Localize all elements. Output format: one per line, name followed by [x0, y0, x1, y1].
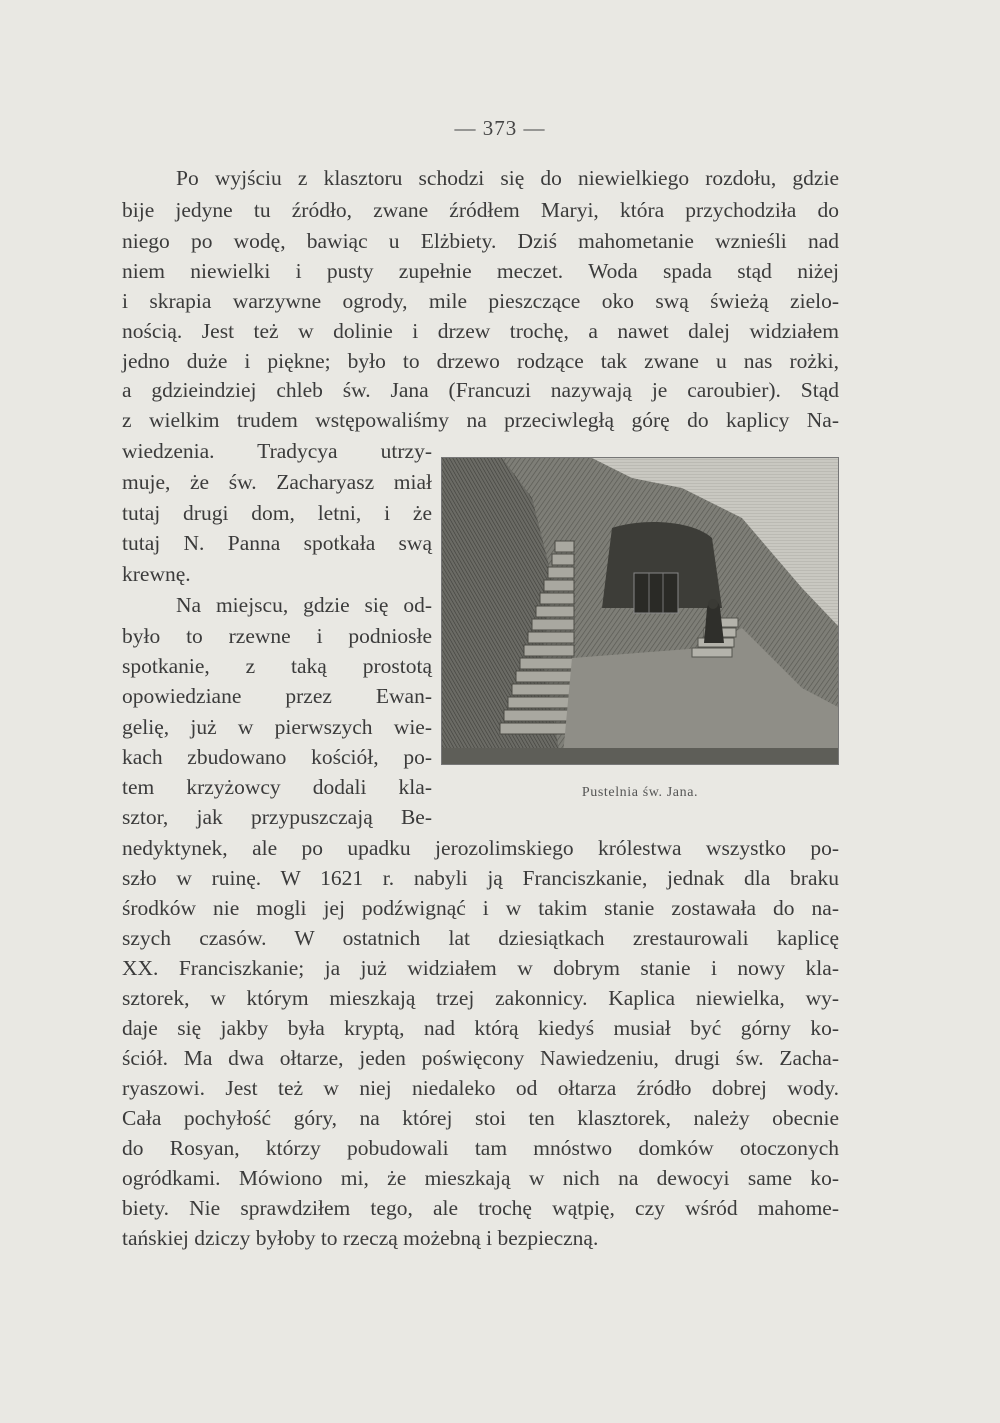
- text-line: kach zbudowano kościół, po-: [122, 745, 432, 769]
- text-line: było to rzewne i podniosłe: [122, 624, 432, 648]
- text-line: Cała pochyłość góry, na której stoi ten klasztorek, należy obecnie: [122, 1106, 839, 1130]
- text-line: Po wyjściu z klasztoru schodzi się do niewielkiego rozdołu, gdzie: [176, 166, 839, 190]
- text-line: ściół. Ma dwa ołtarze, jeden poświęcony Nawiedzeniu, drugi św. Zacha-: [122, 1046, 839, 1070]
- text-line: ryaszowi. Jest też w niej niedaleko od ołtarza źródło dobrej wody.: [122, 1076, 839, 1100]
- text-line: daje się jakby była kryptą, nad którą kiedyś musiał być górny ko-: [122, 1016, 839, 1040]
- text-line: krewnę.: [122, 562, 191, 586]
- text-line: sztor, jak przypuszczają Be-: [122, 805, 432, 829]
- text-line: XX. Franciszkanie; ja już widziałem w dobrym stanie i nowy kla-: [122, 956, 839, 980]
- text-line: do Rosyan, którzy pobudowali tam mnóstwo domków otoczonych: [122, 1136, 839, 1160]
- page-number: — 373 —: [454, 116, 546, 140]
- text-line: opowiedziane przez Ewan-: [122, 684, 432, 708]
- text-line: tutaj N. Panna spotkała swą: [122, 531, 432, 555]
- text-line: sztorek, w którym mieszkają trzej zakonnicy. Kaplica niewielka, wy-: [122, 986, 839, 1010]
- text-line: Na miejscu, gdzie się od-: [176, 593, 432, 617]
- text-line: tem krzyżowcy dodali kla-: [122, 775, 432, 799]
- text-line: tańskiej dziczy byłoby to rzeczą możebną i bezpieczną.: [122, 1226, 599, 1250]
- text-line: nością. Jest też w dolinie i drzew trochę, a nawet dalej widziałem: [122, 319, 839, 343]
- text-line: środków nie mogli jej podźwignąć i w takim stanie zostawała do na-: [122, 896, 839, 920]
- text-line: niego po wodę, bawiąc u Elżbiety. Dziś mahometanie wznieśli nad: [122, 229, 839, 253]
- text-line: ogródkami. Mówiono mi, że mieszkają w nich na dewocyi same ko-: [122, 1166, 839, 1190]
- text-line: tutaj drugi dom, letni, i że: [122, 501, 432, 525]
- text-line: muje, że św. Zacharyasz miał: [122, 470, 432, 494]
- text-line: nedyktynek, ale po upadku jerozolimskiego królestwa wszystko po-: [122, 836, 839, 860]
- text-line: a gdzieindziej chleb św. Jana (Francuzi nazywają je caroubier). Stąd: [122, 378, 839, 402]
- hermitage-engraving: [442, 458, 839, 765]
- text-line: spotkanie, z taką prostotą: [122, 654, 432, 678]
- text-line: i skrapia warzywne ogrody, mile pieszczące oko swą świeżą zielo-: [122, 289, 839, 313]
- text-line: jedno duże i piękne; było to drzewo rodzące tak zwane u nas rożki,: [122, 349, 839, 373]
- text-line: szych czasów. W ostatnich lat dziesiątkach zrestaurowali kaplicę: [122, 926, 839, 950]
- text-line: gelię, już w pierwszych wie-: [122, 715, 432, 739]
- text-line: szło w ruinę. W 1621 r. nabyli ją Franciszkanie, jednak dla braku: [122, 866, 839, 890]
- text-line: z wielkim trudem wstępowaliśmy na przeciwległą górę do kaplicy Na-: [122, 408, 839, 432]
- hermitage-illustration: [441, 457, 839, 765]
- text-line: biety. Nie sprawdziłem tego, ale trochę wątpię, czy wśród mahome-: [122, 1196, 839, 1220]
- figure-caption: Pustelnia św. Jana.: [581, 785, 699, 800]
- text-line: wiedzenia. Tradycya utrzy-: [122, 439, 432, 463]
- text-line: niem niewielki i pusty zupełnie meczet. Woda spada stąd niżej: [122, 259, 839, 283]
- text-line: bije jedyne tu źródło, zwane źródłem Maryi, która przychodziła do: [122, 198, 839, 222]
